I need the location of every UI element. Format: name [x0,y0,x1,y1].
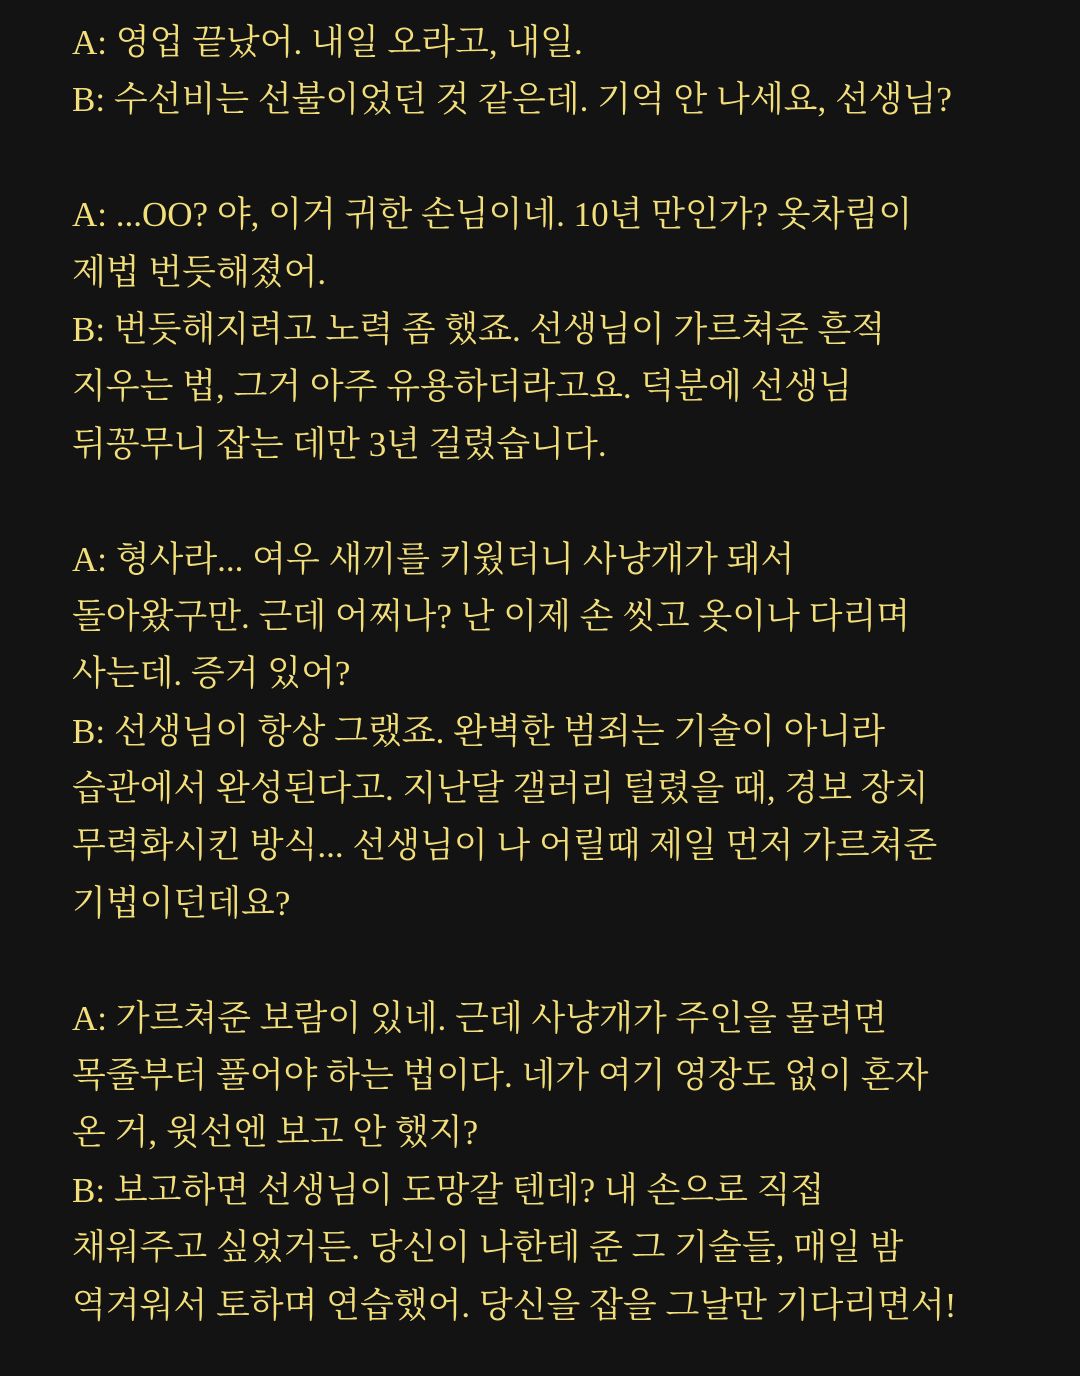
blank-line [72,932,1062,989]
dialogue-line: 채워주고 싶었거든. 당신이 나한테 준 그 기술들, 매일 밤 [72,1228,904,1268]
blank-line [72,129,1062,186]
dialogue-line: A: ...OO? 야, 이거 귀한 손님이네. 10년 만인가? 옷차림이 [72,195,913,235]
dialogue-line: B: 보고하면 선생님이 도망갈 텐데? 내 손으로 직접 [72,1170,825,1210]
dialogue-line: A: 형사라... 여우 새끼를 키웠더니 사냥개가 돼서 [72,539,795,579]
dialogue-line: 온 거, 윗선엔 보고 안 했지? [72,1113,479,1153]
dialogue-line: 돌아왔구만. 근데 어쩌나? 난 이제 손 씻고 옷이나 다리며 [72,596,911,636]
dialogue-line: 기법이던데요? [72,883,291,923]
dialogue-line: 제법 번듯해졌어. [72,252,327,292]
dialogue-line: A: 영업 끝났어. 내일 오라고, 내일. [72,23,583,62]
dialogue-line: 역겨워서 토하며 연습했어. 당신을 잡을 그날만 기다리면서! [72,1285,957,1325]
dialogue-line: B: 번듯해지려고 노력 좀 했죠. 선생님이 가르쳐준 흔적 [72,309,886,349]
dialogue-line: 무력화시킨 방식... 선생님이 나 어릴때 제일 먼저 가르쳐준 [72,826,938,866]
dialogue-document [72,14,1062,1334]
dialogue-line: 뒤꽁무니 잡는 데만 3년 걸렸습니다. [72,424,607,464]
dialogue-line: B: 선생님이 항상 그랬죠. 완벽한 범죄는 기술이 아니라 [72,711,886,751]
dialogue-line: 습관에서 완성된다고. 지난달 갤러리 털렸을 때, 경보 장치 [72,769,929,809]
dialogue-line: B: 수선비는 선불이었던 것 같은데. 기억 안 나세요, 선생님? [72,80,952,120]
dialogue-line: A: 가르쳐준 보람이 있네. 근데 사냥개가 주인을 물려면 [72,998,888,1038]
dialogue-line: 지우는 법, 그거 아주 유용하더라고요. 덕분에 선생님 [72,367,853,407]
dialogue-line: 목줄부터 풀어야 하는 법이다. 네가 여기 영장도 없이 혼자 [72,1056,929,1096]
blank-line [72,473,1062,530]
dialogue-line: 사는데. 증거 있어? [72,654,351,694]
